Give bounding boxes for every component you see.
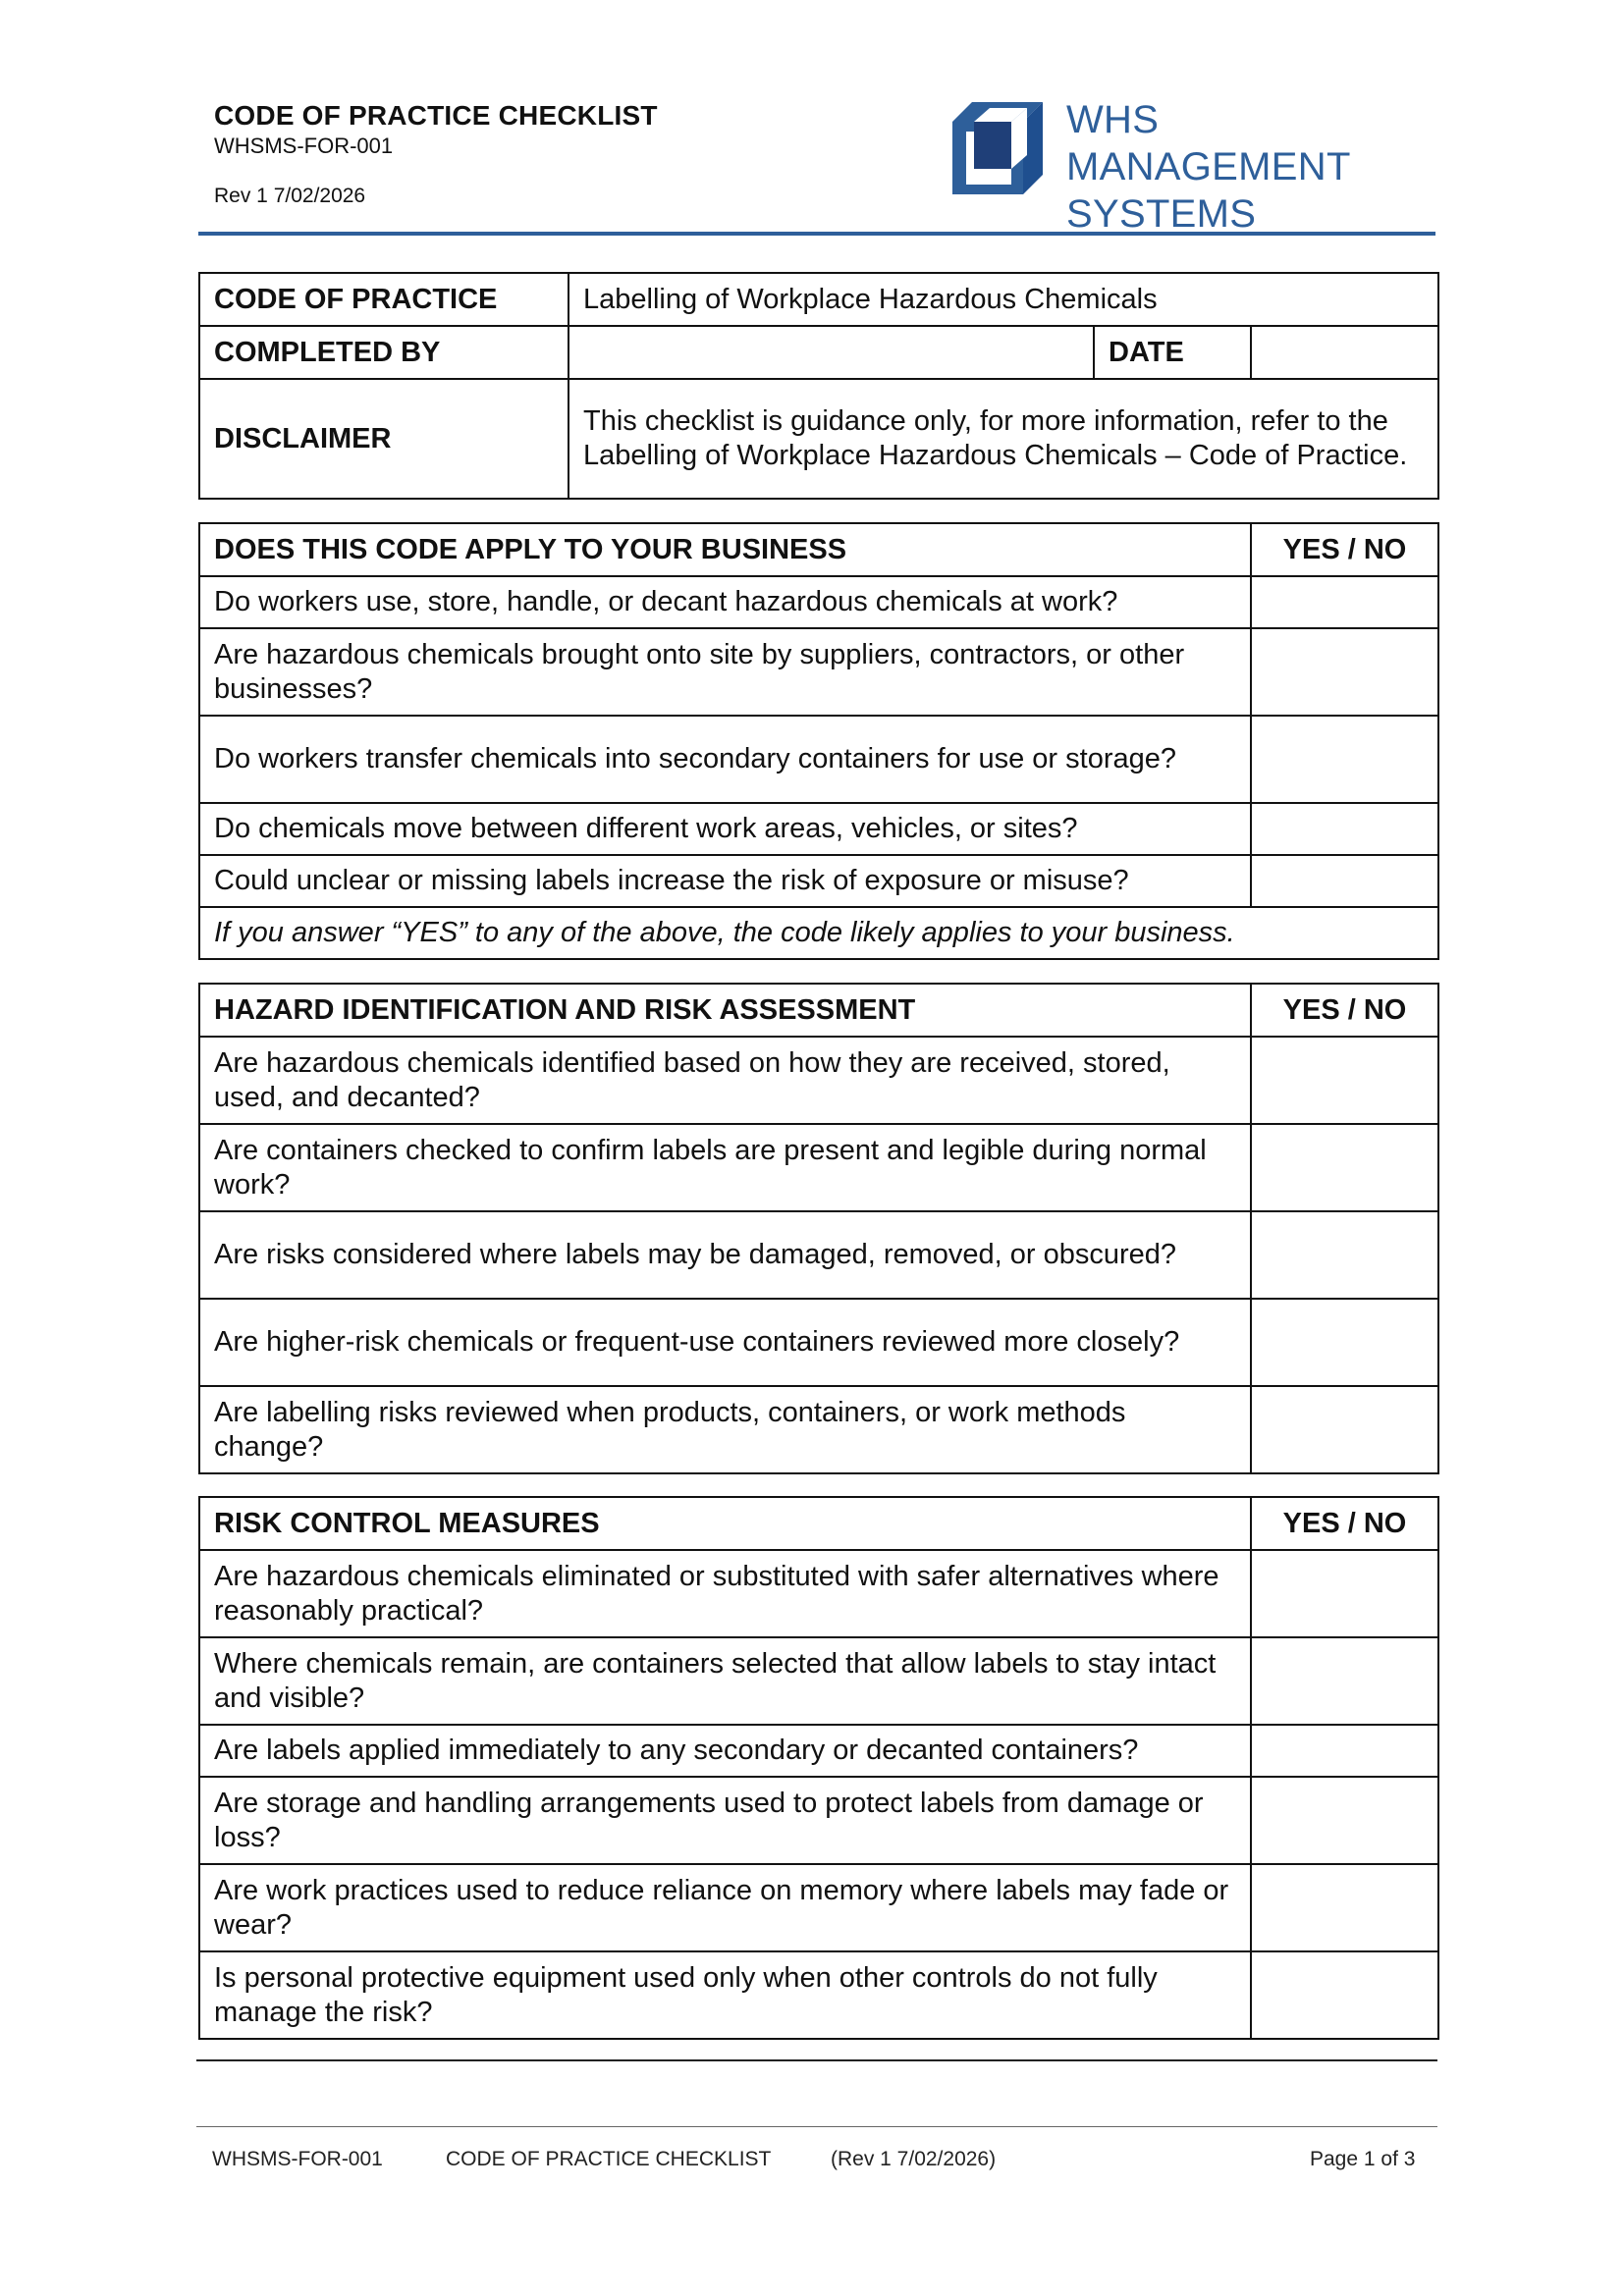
footer-divider <box>196 2126 1437 2127</box>
completed-by-field[interactable] <box>568 326 1094 379</box>
document-title: CODE OF PRACTICE CHECKLIST <box>214 100 658 131</box>
answer-cell[interactable] <box>1251 855 1438 907</box>
date-label: DATE <box>1094 326 1251 379</box>
date-field[interactable] <box>1251 326 1438 379</box>
page-number: Page 1 of 3 <box>1310 2148 1416 2170</box>
question: Is personal protective equipment used only when other controls do not fully manage the risk? <box>199 1951 1251 2039</box>
logo-line-2: SYSTEMS <box>1066 192 1257 236</box>
logo-text <box>1066 96 1435 238</box>
question: Are higher-risk chemicals or frequent-use containers reviewed more closely? <box>199 1299 1251 1386</box>
answer-cell[interactable] <box>1251 628 1438 716</box>
answer-cell[interactable] <box>1251 1037 1438 1124</box>
answer-cell[interactable] <box>1251 576 1438 628</box>
section-title: HAZARD IDENTIFICATION AND RISK ASSESSMENT <box>199 984 1251 1037</box>
cube-icon <box>945 96 1047 198</box>
content-end-divider <box>196 2059 1437 2061</box>
section-title: DOES THIS CODE APPLY TO YOUR BUSINESS <box>199 523 1251 576</box>
code-of-practice-label: CODE OF PRACTICE <box>199 273 568 326</box>
yes-no-header: YES / NO <box>1251 984 1438 1037</box>
section-hazard-identification <box>198 983 1439 1474</box>
question: Are risks considered where labels may be damaged, removed, or obscured? <box>199 1211 1251 1299</box>
answer-cell[interactable] <box>1251 1777 1438 1864</box>
answer-cell[interactable] <box>1251 1951 1438 2039</box>
answer-cell[interactable] <box>1251 1124 1438 1211</box>
question: Do workers transfer chemicals into secondary containers for use or storage? <box>199 716 1251 803</box>
question: Do workers use, store, handle, or decant hazardous chemicals at work? <box>199 576 1251 628</box>
question: Are hazardous chemicals eliminated or substituted with safer alternatives where reasonably practical? <box>199 1550 1251 1637</box>
yes-no-header: YES / NO <box>1251 1497 1438 1550</box>
answer-cell[interactable] <box>1251 1299 1438 1386</box>
answer-cell[interactable] <box>1251 1386 1438 1473</box>
section-applicability <box>198 522 1439 960</box>
section-title: RISK CONTROL MEASURES <box>199 1497 1251 1550</box>
answer-cell[interactable] <box>1251 1864 1438 1951</box>
question: Are hazardous chemicals identified based on how they are received, stored, used, and decanted? <box>199 1037 1251 1124</box>
question: Do chemicals move between different work areas, vehicles, or sites? <box>199 803 1251 855</box>
document-revision: Rev 1 7/02/2026 <box>214 185 366 207</box>
answer-cell[interactable] <box>1251 803 1438 855</box>
question: Are storage and handling arrangements used to protect labels from damage or loss? <box>199 1777 1251 1864</box>
answer-cell[interactable] <box>1251 716 1438 803</box>
answer-cell[interactable] <box>1251 1725 1438 1777</box>
yes-no-header: YES / NO <box>1251 523 1438 576</box>
code-of-practice-value: Labelling of Workplace Hazardous Chemicals <box>568 273 1438 326</box>
question: Where chemicals remain, are containers selected that allow labels to stay intact and visible? <box>199 1637 1251 1725</box>
header-divider <box>198 232 1435 236</box>
question: Are hazardous chemicals brought onto site by suppliers, contractors, or other businesses? <box>199 628 1251 716</box>
disclaimer-text: This checklist is guidance only, for more information, refer to the Labelling of Workplace Hazardous Chemicals – Code of Practice. <box>568 379 1438 499</box>
info-table <box>198 272 1439 500</box>
section-risk-control <box>198 1496 1439 2040</box>
disclaimer-label: DISCLAIMER <box>199 379 568 499</box>
answer-cell[interactable] <box>1251 1637 1438 1725</box>
section-note: If you answer “YES” to any of the above, the code likely applies to your business. <box>199 907 1438 959</box>
question: Are work practices used to reduce reliance on memory where labels may fade or wear? <box>199 1864 1251 1951</box>
document-header <box>198 94 1435 238</box>
footer-document-code: WHSMS-FOR-001 <box>212 2148 383 2170</box>
footer-revision: (Rev 1 7/02/2026) <box>831 2148 997 2170</box>
logo-line-1: WHS MANAGEMENT <box>1066 98 1351 188</box>
company-logo <box>945 94 1435 236</box>
completed-by-label: COMPLETED BY <box>199 326 568 379</box>
document-code: WHSMS-FOR-001 <box>214 133 394 158</box>
answer-cell[interactable] <box>1251 1211 1438 1299</box>
question: Could unclear or missing labels increase the risk of exposure or misuse? <box>199 855 1251 907</box>
answer-cell[interactable] <box>1251 1550 1438 1637</box>
question: Are containers checked to confirm labels are present and legible during normal work? <box>199 1124 1251 1211</box>
footer-document-title: CODE OF PRACTICE CHECKLIST <box>446 2148 772 2170</box>
question: Are labelling risks reviewed when products, containers, or work methods change? <box>199 1386 1251 1473</box>
question: Are labels applied immediately to any secondary or decanted containers? <box>199 1725 1251 1777</box>
